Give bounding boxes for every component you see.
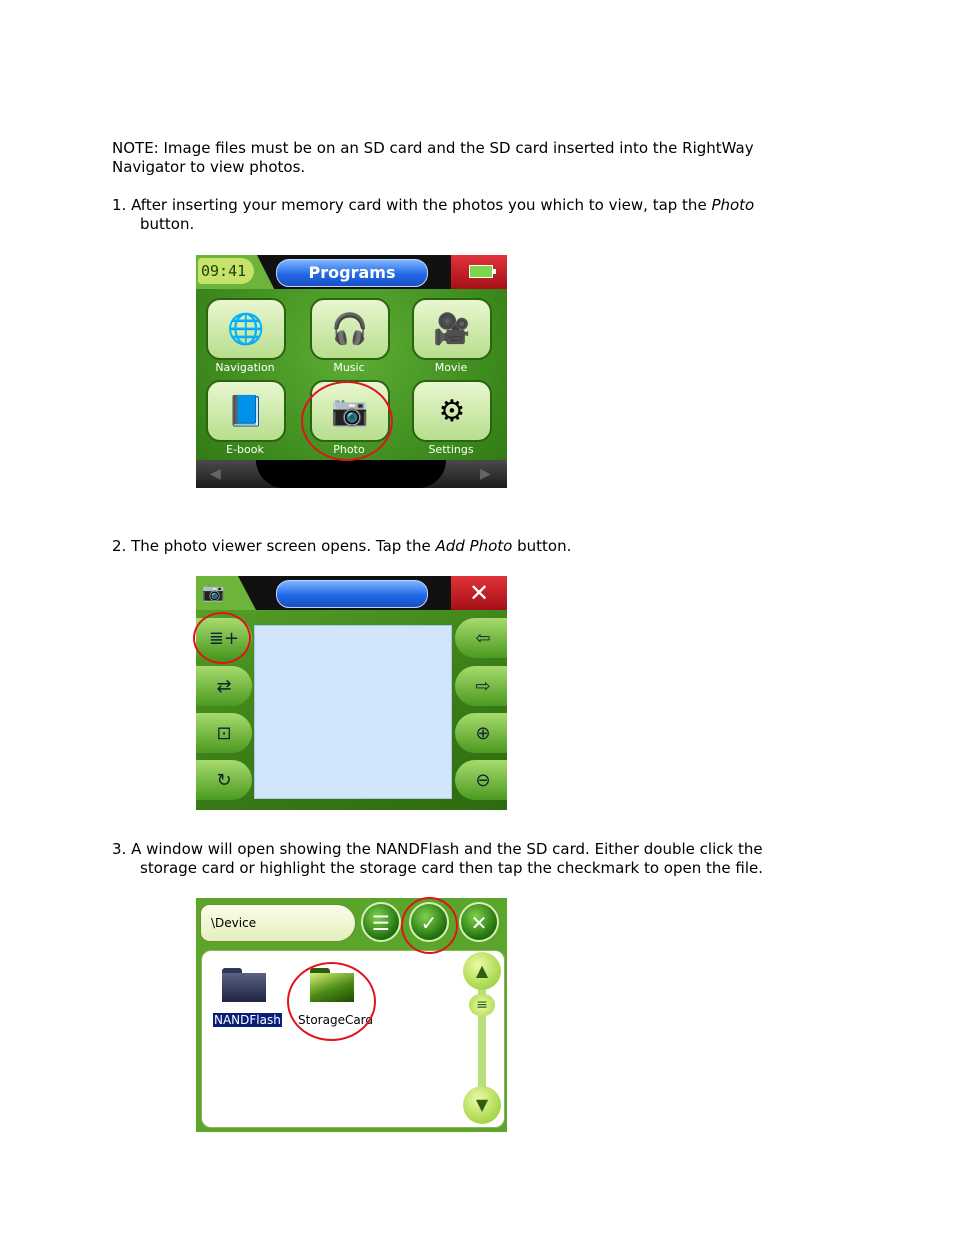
previous-photo-button[interactable]: ⇦ <box>455 618 507 658</box>
movie-camera-icon: 🎥 <box>412 298 492 360</box>
movie-app-button[interactable]: 🎥 Movie <box>408 297 494 377</box>
step-1-suffix: button. <box>140 215 195 233</box>
photo-preview-area <box>254 625 452 799</box>
ebook-app-button[interactable]: 📘 E-book <box>202 379 288 459</box>
programs-screen <box>196 255 507 488</box>
vertical-scrollbar[interactable] <box>463 952 501 1124</box>
step-3-line-2: storage card or highlight the storage card then tap the checkmark to open the file. <box>140 859 763 877</box>
clock-display: 09:41 <box>198 258 254 284</box>
step-2-suffix: button. <box>512 537 572 555</box>
scroll-right-icon[interactable]: ▶ <box>480 466 491 482</box>
scroll-thumb[interactable]: ≡ <box>469 994 495 1016</box>
storagecard-folder-label[interactable]: StorageCard <box>298 1013 374 1027</box>
step-1-paragraph <box>112 196 812 234</box>
close-button[interactable]: ✕ <box>459 902 499 942</box>
note-paragraph: NOTE: Image files must be on an SD card and the SD card inserted into the RightWay Navigator to view photos. <box>112 139 754 176</box>
step-3-line-1: 3. A window will open showing the NANDFlash and the SD card. Either double click the <box>112 840 763 858</box>
settings-gear-icon: ⚙ <box>412 380 492 442</box>
title-pill <box>276 580 428 608</box>
scroll-up-icon[interactable]: ▲ <box>463 952 501 990</box>
zoom-out-button[interactable]: ⊖ <box>455 760 507 800</box>
music-app-button[interactable]: 🎧 Music <box>306 297 392 377</box>
rotate-button[interactable]: ↻ <box>196 760 252 800</box>
music-icon: 🎧 <box>310 298 390 360</box>
list-view-button[interactable]: ☰ <box>361 902 401 942</box>
step-2-emphasis: Add Photo <box>435 537 513 555</box>
photo-camera-icon: 📷 <box>310 380 390 442</box>
step-1-text: 1. After inserting your memory card with the photos you which to view, tap the <box>112 196 712 214</box>
step-2-paragraph <box>112 537 812 556</box>
path-field[interactable]: \Device <box>200 904 356 942</box>
scroll-left-icon[interactable]: ◀ <box>210 466 221 482</box>
globe-icon: 🌐 <box>206 298 286 360</box>
import-photo-button[interactable]: ⇄ <box>196 666 252 706</box>
fit-screen-button[interactable]: ⊡ <box>196 713 252 753</box>
storagecard-folder-icon[interactable] <box>310 968 354 1002</box>
close-button[interactable]: ✕ <box>451 576 507 610</box>
zoom-in-button[interactable]: ⊕ <box>455 713 507 753</box>
nandflash-folder-label[interactable]: NANDFlash <box>214 1013 281 1027</box>
step-3-paragraph <box>112 840 832 878</box>
ebook-icon: 📘 <box>206 380 286 442</box>
programs-title: Programs <box>276 259 428 287</box>
step-2-text: 2. The photo viewer screen opens. Tap the <box>112 537 436 555</box>
photo-viewer-screen <box>196 576 507 810</box>
add-photo-button[interactable]: ≣+ <box>196 618 252 658</box>
settings-app-button[interactable]: ⚙ Settings <box>408 379 494 459</box>
nandflash-folder-icon[interactable] <box>222 968 266 1002</box>
confirm-check-button[interactable]: ✓ <box>409 902 449 942</box>
file-browser-screen <box>196 898 507 1132</box>
navigation-app-button[interactable]: 🌐 Navigation <box>202 297 288 377</box>
scroll-down-icon[interactable]: ▼ <box>463 1086 501 1124</box>
camera-icon: 📷 <box>202 582 225 603</box>
photo-app-button[interactable]: 📷 Photo <box>306 379 392 459</box>
battery-icon <box>469 265 493 278</box>
step-1-emphasis: Photo <box>711 196 755 214</box>
next-photo-button[interactable]: ⇨ <box>455 666 507 706</box>
